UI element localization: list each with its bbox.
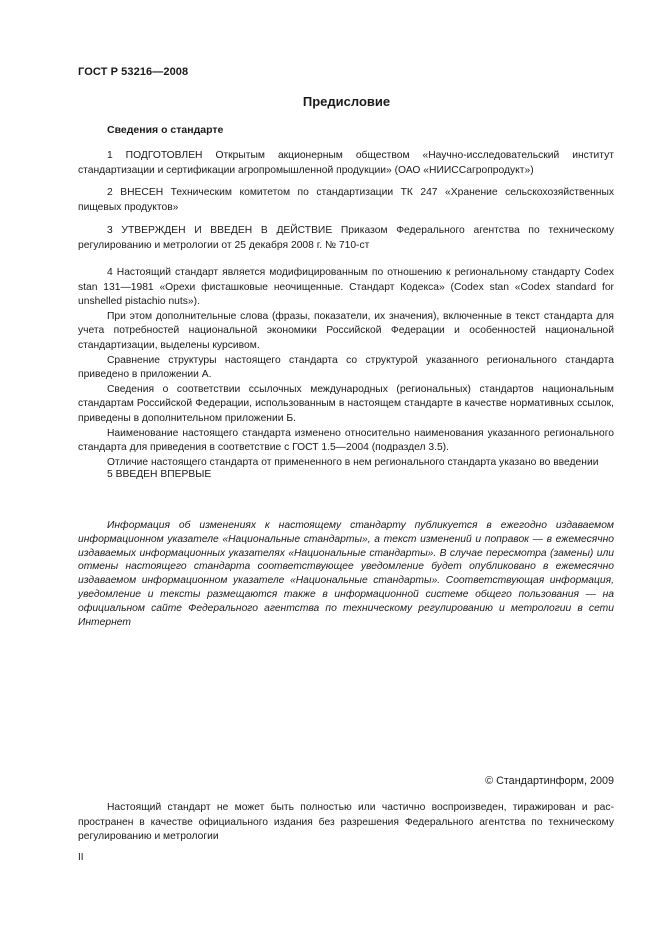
item-4-main-paragraph: 4 Настоящий стандарт является модифицированным по отношению к региональному стандарту Codex stan 131—1981 «Орехи фисташковые неочищенные. Стандарт Кодекса» (Codex stan «Codex standard for unshelled pistachio nuts»). bbox=[78, 267, 614, 308]
item-3-paragraph: 3 УТВЕРЖДЕН И ВВЕДЕН В ДЕЙСТВИЕ Приказом Федерального агентства по техническому регулированию и метрологии от 25 декабря 2008 г. № 710-ст bbox=[78, 225, 614, 251]
copyright-line: © Стандартинформ, 2009 bbox=[485, 775, 614, 787]
page-number: II bbox=[78, 852, 84, 863]
page-title: Предисловие bbox=[302, 94, 391, 109]
item-4-paragraph-references: Сведения о соответствии ссылочных международных (региональных) стандартов национальным стандартам Российской Федерации, использованным в настоящем стандарте в качестве нормативных ссылок, приведены в дополнительном приложении Б. bbox=[78, 383, 614, 424]
item-2-paragraph: 2 ВНЕСЕН Техническим комитетом по стандартизации ТК 247 «Хранение сельскохозяйственных пищевых продуктов» bbox=[78, 187, 614, 213]
item-4-paragraph-structure-comparison: Сравнение структуры настоящего стандарта со структурой указанного регионального стандарта приведено в приложении А. bbox=[78, 354, 614, 381]
item-4-paragraph-name-change: Наименование настоящего стандарта изменено относительно наименования указанного регионального стандарта для приведения в соответствие с ГОСТ 1.5—2004 (подраздел 3.5). bbox=[78, 427, 614, 454]
item-1-paragraph: 1 ПОДГОТОВЛЕН Открытым акционерным обществом «Научно-исследовательский институт стандартизации и сертификации агропромышленной продукции» (ОАО «НИИССагропродукт») bbox=[78, 150, 614, 176]
item-5-paragraph: 5 ВВЕДЕН ВПЕРВЫЕ bbox=[107, 469, 212, 480]
item-4-paragraph-differences: Отличие настоящего стандарта от примененного в нем регионального стандарта указано во введении bbox=[107, 456, 599, 468]
standard-id-header: ГОСТ Р 53216—2008 bbox=[78, 66, 189, 78]
item-4-paragraph-italics-note: При этом дополнительные слова (фразы, показатели, их значения), включенные в текст стандарта для учета потребностей национальной экономики Российской Федерации и особенностей национальной стандартизации, выделены курсивом. bbox=[78, 310, 614, 351]
amendments-info-notice: Информация об изменениях к настоящему стандарту публикуется в ежегодно издаваемом информационном указателе «Национальные стандарты», а текст изменений и поправок — в ежемесячно издаваемых информационных указателях «Национальные стандарты». В случае пересмотра (замены) или отмены настоящего стандарта соответствующее уведомление будет опубликовано в ежемесячно издаваемом информационном указателе «Национальные стандарты». Соответствующая информация, уведомление и тексты размещаются также в информационной системе общего пользования — на официальном сайте Федерального агентства по техническому регулированию и метрологии в сети Интернет bbox=[78, 520, 614, 628]
item-4-block bbox=[78, 266, 614, 470]
reproduction-legal-notice: Настоящий стандарт не может быть полностью или частично воспроизведен, тиражирован и распространен в качестве официального издания без разрешения Федерального агентства по техническому регулированию и метрологии bbox=[78, 802, 614, 843]
section-subheading: Сведения о стандарте bbox=[107, 124, 224, 136]
